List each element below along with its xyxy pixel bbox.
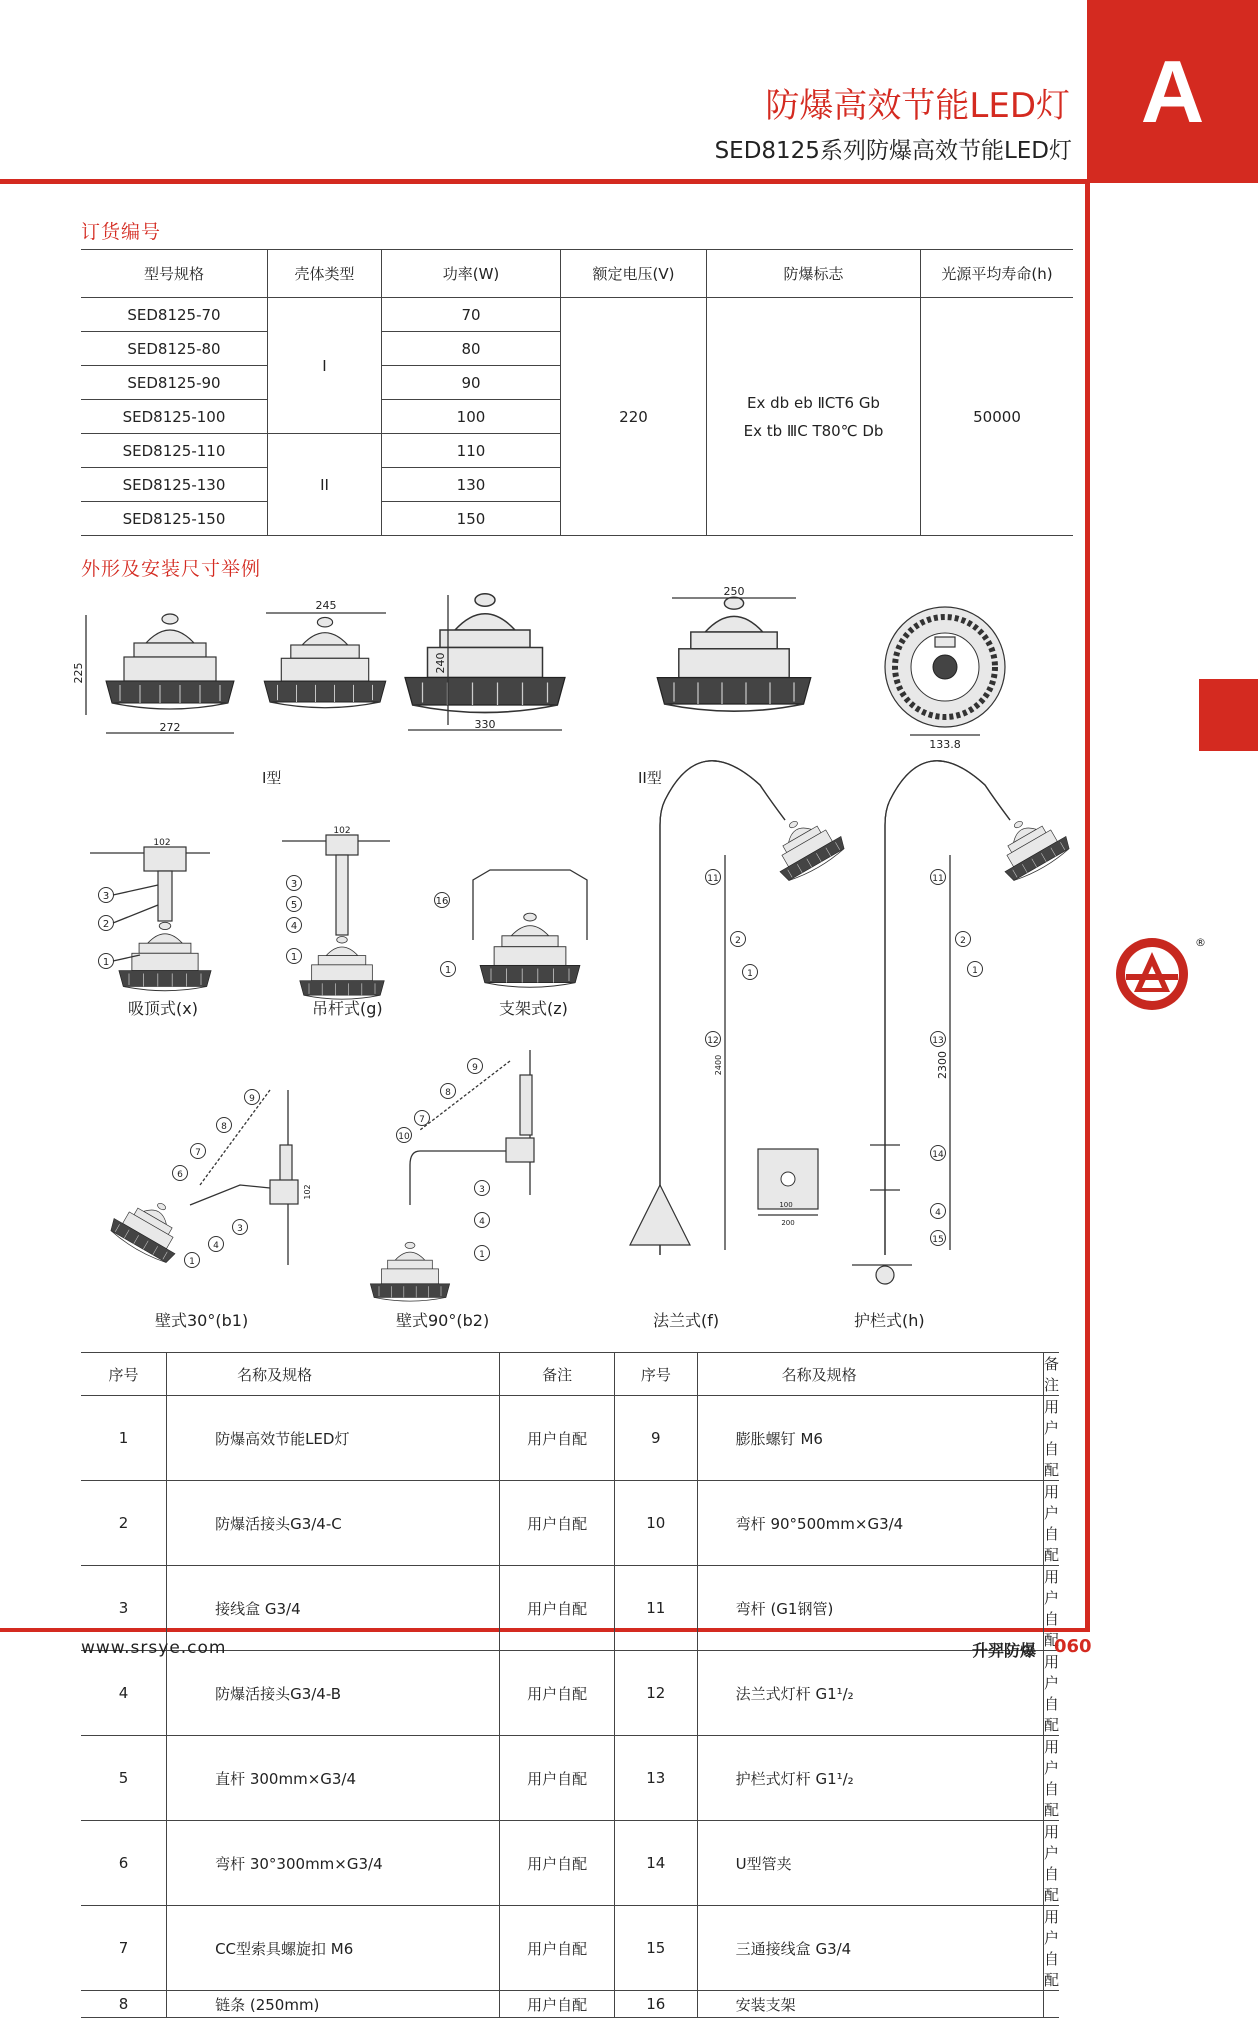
col-shell: 壳体类型	[268, 250, 382, 298]
table-row	[81, 1651, 1059, 1736]
part-name-cell: 接线盒 G3/4	[167, 1566, 500, 1651]
table-row	[81, 298, 1073, 332]
model-cell: SED8125-150	[81, 502, 268, 536]
table-row	[81, 1821, 1059, 1906]
svg-text:8: 8	[221, 1122, 227, 1132]
section-tab-letter: A	[1140, 41, 1205, 141]
svg-text:2: 2	[960, 936, 966, 946]
svg-text:3: 3	[102, 891, 110, 902]
power-cell: 100	[382, 400, 561, 434]
order-section-title: 订货编号	[81, 221, 162, 243]
col-no: 序号	[81, 1353, 167, 1396]
wall-30-mount-drawing	[106, 1090, 312, 1268]
power-cell: 70	[382, 298, 561, 332]
part-note-cell: 用户自配	[1043, 1906, 1059, 1991]
dim-label: 133.8	[929, 738, 961, 751]
svg-text:5: 5	[290, 900, 298, 911]
power-cell: 90	[382, 366, 561, 400]
part-note-cell	[1043, 1991, 1059, 2018]
svg-text:6: 6	[177, 1170, 183, 1180]
header-rule	[0, 179, 1088, 184]
svg-text:9: 9	[249, 1094, 255, 1104]
part-note-cell: 用户自配	[1043, 1651, 1059, 1736]
life-cell: 50000	[921, 298, 1074, 536]
part-note-cell: 用户自配	[500, 1396, 615, 1481]
type1-label: I型	[262, 769, 282, 787]
part-note-cell: 用户自配	[500, 1651, 615, 1736]
exmark-line: Ex tb ⅢC T80℃ Db	[743, 421, 884, 440]
svg-text:4: 4	[935, 1208, 941, 1218]
svg-text:4: 4	[213, 1241, 219, 1251]
svg-text:1: 1	[747, 969, 753, 979]
page-title: 防爆高效节能LED灯	[765, 86, 1070, 126]
part-note-cell: 用户自配	[500, 1736, 615, 1821]
svg-text:1: 1	[189, 1257, 195, 1267]
ceiling-mount-drawing	[90, 838, 211, 991]
table-row	[81, 1906, 1059, 1991]
part-name-cell: U型管夹	[697, 1821, 1043, 1906]
part-note-cell: 用户自配	[500, 1991, 615, 2018]
table-row	[81, 1396, 1059, 1481]
part-name-cell: 链条 (250mm)	[167, 1991, 500, 2018]
bracket-mount-drawing	[435, 870, 588, 987]
exmark-cell	[707, 298, 921, 536]
part-name-cell: 弯杆 90°500mm×G3/4	[697, 1481, 1043, 1566]
col-no: 序号	[614, 1353, 697, 1396]
dim-label: 330	[474, 718, 496, 731]
model-cell: SED8125-90	[81, 366, 268, 400]
model-cell: SED8125-110	[81, 434, 268, 468]
svg-text:7: 7	[419, 1115, 425, 1125]
part-name-cell: 弯杆 (G1钢管)	[697, 1566, 1043, 1651]
power-cell: 130	[382, 468, 561, 502]
part-number-cell: 7	[81, 1906, 167, 1991]
footer-brand: 升羿防爆	[972, 1641, 1037, 1660]
svg-text:1: 1	[444, 965, 452, 976]
part-name-cell: 三通接线盒 G3/4	[697, 1906, 1043, 1991]
part-number-cell: 16	[614, 1991, 697, 2018]
part-note-cell: 用户自配	[500, 1566, 615, 1651]
svg-text:7: 7	[195, 1148, 201, 1158]
power-cell: 150	[382, 502, 561, 536]
svg-text:2: 2	[102, 919, 110, 930]
col-power: 功率(W)	[382, 250, 561, 298]
table-row	[81, 1991, 1059, 2018]
svg-text:3: 3	[290, 879, 298, 890]
order-table-header	[81, 250, 1073, 298]
part-number-cell: 9	[614, 1396, 697, 1481]
caption-guardrail: 护栏式(h)	[854, 1311, 925, 1330]
part-note-cell: 用户自配	[500, 1821, 615, 1906]
part-number-cell: 2	[81, 1481, 167, 1566]
part-note-cell: 用户自配	[1043, 1566, 1059, 1651]
part-number-cell: 10	[614, 1481, 697, 1566]
footer-url[interactable]: www.srsye.com	[81, 1638, 227, 1658]
dim-label: 225	[72, 662, 85, 684]
part-number-cell: 4	[81, 1651, 167, 1736]
type2-side-view	[657, 585, 811, 711]
col-voltage: 额定电压(V)	[561, 250, 707, 298]
guardrail-mount-drawing	[852, 761, 1074, 1284]
dim-label: 240	[434, 652, 447, 674]
dim-label: 102	[153, 838, 171, 848]
type2-front-view	[405, 594, 565, 731]
svg-text:4: 4	[479, 1217, 485, 1227]
model-cell: SED8125-100	[81, 400, 268, 434]
brand-logo-icon	[1112, 932, 1212, 1016]
caption-ceiling: 吸顶式(x)	[128, 999, 198, 1018]
part-name-cell: 膨胀螺钉 M6	[697, 1396, 1043, 1481]
shell-type-cell: I	[268, 298, 382, 434]
type2-label: II型	[638, 769, 662, 787]
dim-label: 245	[315, 599, 337, 612]
installation-drawings	[70, 585, 1090, 1335]
part-number-cell: 12	[614, 1651, 697, 1736]
svg-text:8: 8	[445, 1088, 451, 1098]
table-row	[81, 1566, 1059, 1651]
svg-text:14: 14	[932, 1150, 944, 1160]
power-cell: 80	[382, 332, 561, 366]
part-note-cell: 用户自配	[1043, 1396, 1059, 1481]
dim-label: 102	[333, 826, 351, 836]
caption-wall90: 壁式90°(b2)	[396, 1311, 490, 1330]
dim-label: 102	[303, 1184, 312, 1200]
part-name-cell: 防爆高效节能LED灯	[167, 1396, 500, 1481]
parts-table	[81, 1352, 1059, 2018]
col-exmark: 防爆标志	[707, 250, 921, 298]
svg-text:1: 1	[290, 952, 298, 963]
part-note-cell: 用户自配	[500, 1906, 615, 1991]
part-name-cell: 法兰式灯杆 G1¹/₂	[697, 1651, 1043, 1736]
flange-mount-drawing	[630, 761, 849, 1255]
svg-text:3: 3	[237, 1224, 243, 1234]
dim-label: 200	[781, 1219, 795, 1227]
part-name-cell: CC型索具螺旋扣 M6	[167, 1906, 500, 1991]
part-note-cell: 用户自配	[1043, 1821, 1059, 1906]
part-note-cell: 用户自配	[1043, 1736, 1059, 1821]
svg-text:13: 13	[932, 1036, 944, 1046]
svg-text:10: 10	[398, 1132, 410, 1142]
model-cell: SED8125-130	[81, 468, 268, 502]
caption-flange: 法兰式(f)	[653, 1311, 720, 1330]
part-number-cell: 8	[81, 1991, 167, 2018]
dim-label: 272	[159, 721, 181, 734]
part-name-cell: 护栏式灯杆 G1¹/₂	[697, 1736, 1043, 1821]
svg-text:4: 4	[290, 921, 298, 932]
part-number-cell: 15	[614, 1906, 697, 1991]
caption-pendant: 吊杆式(g)	[312, 999, 383, 1018]
model-cell: SED8125-80	[81, 332, 268, 366]
caption-wall30: 壁式30°(b1)	[155, 1311, 249, 1330]
type1-front-view	[72, 614, 234, 734]
col-name: 名称及规格	[697, 1353, 1043, 1396]
order-table	[81, 249, 1073, 536]
svg-text:®: ®	[1195, 936, 1206, 949]
part-number-cell: 11	[614, 1566, 697, 1651]
svg-text:12: 12	[707, 1036, 719, 1046]
type1-side-view	[264, 599, 386, 708]
svg-text:1: 1	[102, 957, 110, 968]
part-note-cell: 用户自配	[1043, 1481, 1059, 1566]
table-row	[81, 1481, 1059, 1566]
svg-text:15: 15	[932, 1235, 944, 1245]
part-note-cell: 用户自配	[500, 1481, 615, 1566]
voltage-cell: 220	[561, 298, 707, 536]
svg-text:3: 3	[479, 1185, 485, 1195]
dim-label: 2400	[714, 1054, 723, 1076]
part-number-cell: 3	[81, 1566, 167, 1651]
exmark-line: Ex db eb ⅡCT6 Gb	[747, 393, 880, 412]
side-marker	[1199, 679, 1258, 751]
section-tab	[1087, 0, 1258, 183]
dim-label: 2300	[936, 1051, 949, 1079]
col-note: 备注	[500, 1353, 615, 1396]
svg-text:11: 11	[932, 874, 944, 884]
dim-label: 100	[779, 1201, 793, 1209]
part-name-cell: 防爆活接头G3/4-B	[167, 1651, 500, 1736]
parts-table-header	[81, 1353, 1059, 1396]
drawings-section-title: 外形及安装尺寸举例	[81, 558, 262, 580]
col-life: 光源平均寿命(h)	[921, 250, 1074, 298]
model-cell: SED8125-70	[81, 298, 268, 332]
part-number-cell: 6	[81, 1821, 167, 1906]
svg-text:16: 16	[435, 896, 449, 907]
dim-label: 250	[723, 585, 745, 598]
part-number-cell: 1	[81, 1396, 167, 1481]
part-number-cell: 5	[81, 1736, 167, 1821]
part-number-cell: 14	[614, 1821, 697, 1906]
svg-text:9: 9	[472, 1063, 478, 1073]
svg-text:2: 2	[735, 936, 741, 946]
page-number: 060	[1054, 1636, 1092, 1657]
part-name-cell: 安装支架	[697, 1991, 1043, 2018]
svg-text:11: 11	[707, 874, 719, 884]
svg-text:1: 1	[479, 1250, 485, 1260]
pendant-mount-drawing	[282, 826, 390, 999]
col-name: 名称及规格	[167, 1353, 500, 1396]
wall-90-mount-drawing	[370, 1050, 534, 1301]
shell-type-cell: II	[268, 434, 382, 536]
type2-top-view	[885, 607, 1005, 751]
power-cell: 110	[382, 434, 561, 468]
table-row	[81, 1736, 1059, 1821]
part-name-cell: 防爆活接头G3/4-C	[167, 1481, 500, 1566]
svg-text:1: 1	[972, 966, 978, 976]
page-subtitle: SED8125系列防爆高效节能LED灯	[714, 138, 1072, 164]
part-name-cell: 弯杆 30°300mm×G3/4	[167, 1821, 500, 1906]
part-name-cell: 直杆 300mm×G3/4	[167, 1736, 500, 1821]
part-number-cell: 13	[614, 1736, 697, 1821]
caption-bracket: 支架式(z)	[499, 999, 568, 1018]
col-model: 型号规格	[81, 250, 268, 298]
col-note: 备注	[1043, 1353, 1059, 1396]
